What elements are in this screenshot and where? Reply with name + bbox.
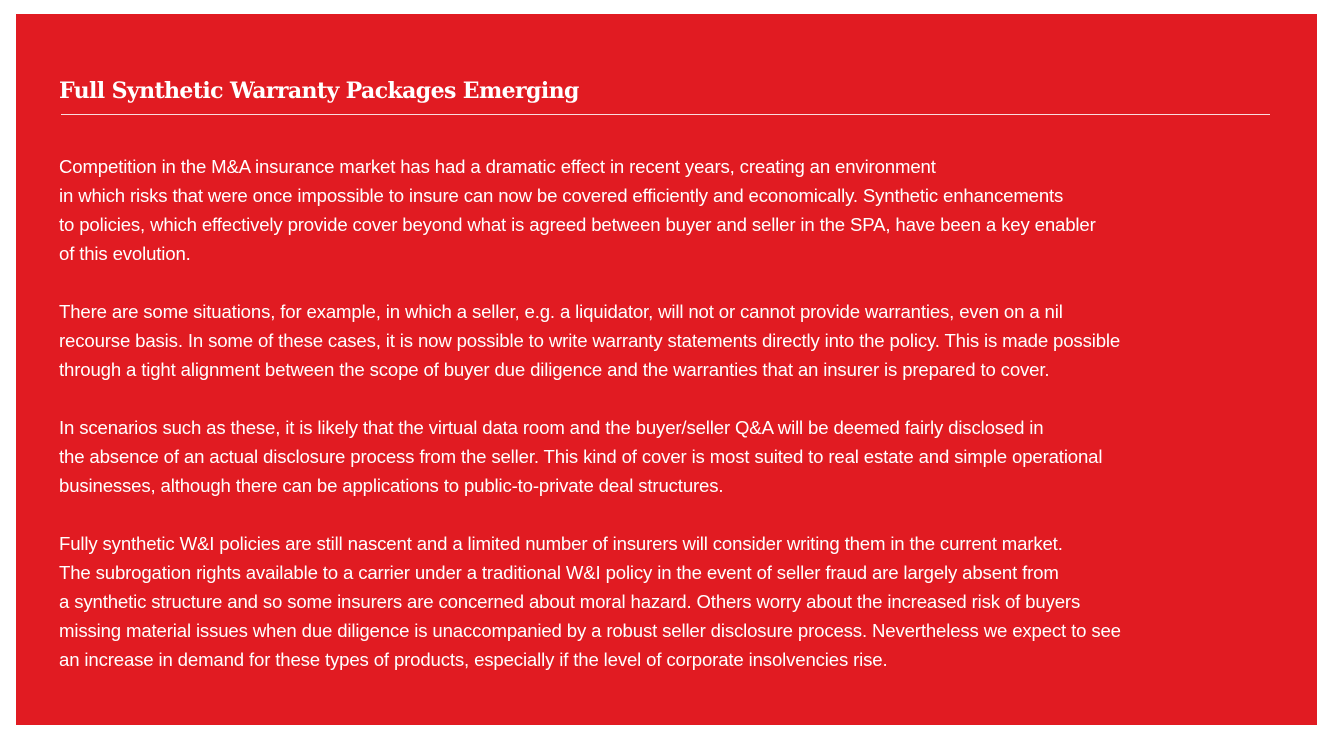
text-line: of this evolution. <box>59 243 191 264</box>
text-line: a synthetic structure and so some insurers are concerned about moral hazard. Others worry about the increased risk of buyers <box>59 591 1081 612</box>
text-line: Fully synthetic W&I policies are still nascent and a limited number of insurers will consider writing them in the current market. <box>59 533 1063 554</box>
paragraph <box>59 529 1279 674</box>
text-line: businesses, although there can be applications to public-to-private deal structures. <box>59 475 724 496</box>
text-line: missing material issues when due diligence is unaccompanied by a robust seller disclosure process. Nevertheless we expect to see <box>59 620 1121 641</box>
paragraph <box>59 152 1279 268</box>
text-line: the absence of an actual disclosure process from the seller. This kind of cover is most suited to real estate and simple operational <box>59 446 1103 467</box>
text-line: recourse basis. In some of these cases, it is now possible to write warranty statements directly into the policy. This is made possible <box>59 330 1121 351</box>
text-line: in which risks that were once impossible to insure can now be covered efficiently and economically. Synthetic enhancements <box>59 185 1064 206</box>
text-line: an increase in demand for these types of products, especially if the level of corporate insolvencies rise. <box>59 649 888 670</box>
paragraph <box>59 297 1279 384</box>
content-panel <box>16 14 1317 725</box>
text-line: Competition in the M&A insurance market has had a dramatic effect in recent years, creating an environment <box>59 156 936 177</box>
body-text <box>59 152 1279 703</box>
text-line: In scenarios such as these, it is likely that the virtual data room and the buyer/seller Q&A will be deemed fairly disclosed in <box>59 417 1044 438</box>
paragraph <box>59 413 1279 500</box>
section-heading: Full Synthetic Warranty Packages Emerging <box>59 78 579 104</box>
heading-divider <box>61 114 1270 115</box>
text-line: through a tight alignment between the scope of buyer due diligence and the warranties that an insurer is prepared to cover. <box>59 359 1050 380</box>
text-line: There are some situations, for example, in which a seller, e.g. a liquidator, will not or cannot provide warranties, even on a nil <box>59 301 1063 322</box>
text-line: The subrogation rights available to a carrier under a traditional W&I policy in the event of seller fraud are largely absent from <box>59 562 1059 583</box>
text-line: to policies, which effectively provide cover beyond what is agreed between buyer and seller in the SPA, have been a key enabler <box>59 214 1096 235</box>
